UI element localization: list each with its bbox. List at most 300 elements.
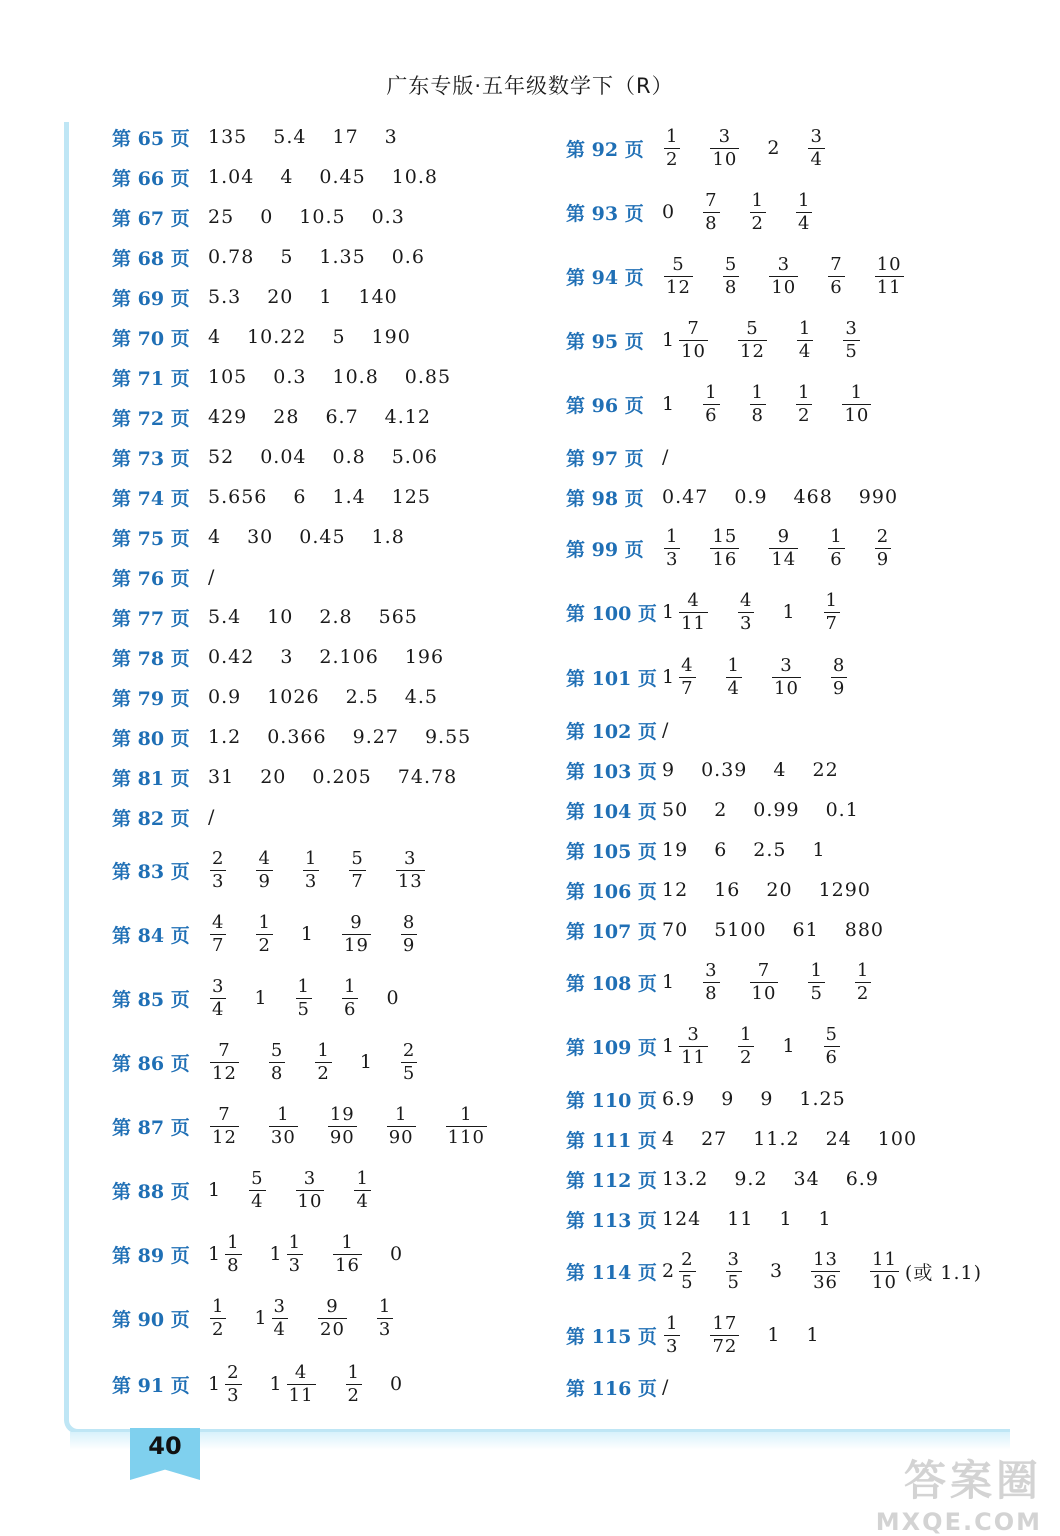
fraction xyxy=(269,1039,285,1084)
page-label xyxy=(566,1206,662,1233)
fraction xyxy=(824,1023,840,1068)
answer-row xyxy=(566,1023,868,1068)
mixed-number xyxy=(208,1361,244,1406)
numerator: 1 xyxy=(810,959,823,981)
page-label xyxy=(112,1371,208,1398)
page-prefix: 第 xyxy=(566,487,592,510)
answer-values xyxy=(208,847,453,892)
page-prefix: 第 xyxy=(566,1169,592,1192)
page-suffix: 页 xyxy=(164,924,190,947)
page-label xyxy=(566,664,662,691)
answer-value: 6.9 xyxy=(845,1168,879,1190)
answer-values xyxy=(662,654,875,699)
page-suffix: 页 xyxy=(618,266,644,289)
numerator: 7 xyxy=(218,1103,231,1125)
page-suffix: 页 xyxy=(164,407,190,430)
answer-row xyxy=(112,397,457,437)
answer-row xyxy=(112,637,470,677)
denominator: 3 xyxy=(288,1254,302,1276)
page-suffix: 页 xyxy=(164,767,190,790)
page-number-text: 106 xyxy=(591,880,632,903)
answer-values xyxy=(208,526,431,548)
answer-values xyxy=(208,646,470,668)
answer-value: 0 xyxy=(386,987,400,1009)
numerator: 9 xyxy=(777,525,791,547)
numerator: 13 xyxy=(813,1248,838,1270)
fraction-wrap xyxy=(794,381,814,426)
numerator: 4 xyxy=(212,911,225,933)
fraction xyxy=(328,1103,357,1148)
answer-value: 0.8 xyxy=(332,446,366,468)
answer-value: 34 xyxy=(793,1168,820,1190)
fraction-wrap xyxy=(809,1248,842,1293)
fraction-wrap xyxy=(767,253,800,298)
fraction xyxy=(703,189,719,234)
denominator: 6 xyxy=(825,1046,838,1068)
denominator: 2 xyxy=(798,404,811,426)
fraction-wrap xyxy=(748,381,768,426)
numerator: 1 xyxy=(347,1361,360,1383)
page-suffix: 页 xyxy=(631,1377,657,1400)
numerator: 15 xyxy=(712,525,738,547)
whole-part: 1 xyxy=(662,666,676,688)
fraction-wrap xyxy=(724,654,744,699)
fraction xyxy=(296,1167,325,1212)
page-number-text: 82 xyxy=(137,807,165,830)
page-suffix: 页 xyxy=(618,538,644,561)
numerator: 1 xyxy=(297,975,310,997)
answer-value: 52 xyxy=(208,446,235,468)
answer-value: 1 xyxy=(818,1208,832,1230)
fraction xyxy=(287,1231,303,1276)
page-prefix: 第 xyxy=(112,988,138,1011)
answer-value: 2 xyxy=(714,799,728,821)
denominator: 14 xyxy=(771,548,797,570)
denominator: 10 xyxy=(297,1190,323,1212)
denominator: 11 xyxy=(876,276,902,298)
denominator: 10 xyxy=(712,148,738,170)
denominator: 16 xyxy=(335,1254,360,1276)
denominator: 11 xyxy=(288,1384,314,1406)
page-label xyxy=(566,969,662,996)
fraction xyxy=(210,1039,239,1084)
page-label xyxy=(112,324,208,351)
answer-values xyxy=(208,166,464,188)
page-label xyxy=(566,1126,662,1153)
denominator: 5 xyxy=(297,998,310,1020)
answer-value: 74.78 xyxy=(397,766,458,788)
answer-row xyxy=(112,517,431,557)
numerator: 5 xyxy=(251,1167,264,1189)
numerator: 11 xyxy=(872,1248,897,1270)
denominator: 12 xyxy=(740,340,765,362)
fraction-wrap xyxy=(208,975,228,1020)
answer-row xyxy=(112,277,424,317)
answer-values xyxy=(662,1128,943,1150)
answer-value: 31 xyxy=(208,766,235,788)
fraction xyxy=(875,525,891,570)
answer-values xyxy=(662,839,852,861)
answer-value: 1 xyxy=(767,1324,781,1346)
denominator: 36 xyxy=(813,1271,838,1293)
denominator: 7 xyxy=(212,934,225,956)
answer-value: 4.5 xyxy=(404,686,439,708)
denominator: 4 xyxy=(798,212,811,234)
page-prefix: 第 xyxy=(112,807,138,830)
answer-values xyxy=(208,806,241,828)
fraction xyxy=(842,381,871,426)
answer-value: 24 xyxy=(825,1128,852,1150)
fraction xyxy=(703,959,719,1004)
page-number-text: 87 xyxy=(137,1116,165,1139)
denominator: 5 xyxy=(402,1062,416,1084)
fraction-wrap xyxy=(294,975,314,1020)
page-suffix: 页 xyxy=(164,527,190,550)
page-suffix: 页 xyxy=(631,1209,657,1232)
page-number-text: 103 xyxy=(591,760,632,783)
answer-value: 20 xyxy=(260,766,287,788)
page-number-text: 95 xyxy=(591,330,619,353)
page-number-text: 71 xyxy=(137,367,165,390)
numerator: 17 xyxy=(712,1312,738,1334)
answer-value: 50 xyxy=(662,799,689,821)
fraction xyxy=(723,253,739,298)
numerator: 1 xyxy=(227,1231,240,1253)
page-label xyxy=(112,684,208,711)
answer-values xyxy=(662,525,919,570)
answer-value: 5100 xyxy=(714,919,767,941)
answer-value: 1 xyxy=(208,1179,222,1201)
page-number-text: 84 xyxy=(137,924,165,947)
fraction xyxy=(318,1295,347,1340)
fraction xyxy=(269,1103,298,1148)
denominator: 6 xyxy=(830,548,843,570)
fraction-wrap xyxy=(701,189,721,234)
answer-value: 0.9 xyxy=(734,486,768,508)
numerator: 1 xyxy=(666,125,679,147)
page-prefix: 第 xyxy=(566,202,592,225)
denominator: 9 xyxy=(876,548,890,570)
answer-value: 1 xyxy=(812,839,826,861)
answer-value: 30 xyxy=(247,526,274,548)
page-suffix: 页 xyxy=(618,202,644,225)
page-label xyxy=(112,1049,208,1076)
fraction-wrap xyxy=(385,1103,418,1148)
page-suffix: 页 xyxy=(164,687,190,710)
answer-values xyxy=(662,486,924,508)
numerator: 8 xyxy=(402,911,416,933)
answer-values xyxy=(662,919,910,941)
fraction-wrap xyxy=(822,1023,842,1068)
page-prefix: 第 xyxy=(112,327,138,350)
denominator: 9 xyxy=(258,870,271,892)
whole-part: 1 xyxy=(269,1243,283,1265)
page-prefix: 第 xyxy=(112,860,138,883)
answer-row xyxy=(112,677,464,717)
denominator: 8 xyxy=(705,982,718,1004)
fraction-wrap xyxy=(822,589,842,634)
denominator: 10 xyxy=(844,404,870,426)
page-label xyxy=(112,524,208,551)
page-label xyxy=(112,444,208,471)
fraction-wrap xyxy=(301,847,321,892)
denominator: 110 xyxy=(447,1126,485,1148)
page-label xyxy=(112,724,208,751)
answer-row xyxy=(112,557,241,597)
fraction xyxy=(401,911,417,956)
answer-value: 135 xyxy=(208,126,248,148)
page-label xyxy=(112,204,208,231)
answer-values xyxy=(208,766,483,788)
page-suffix: 页 xyxy=(164,287,190,310)
fraction xyxy=(796,189,812,234)
answer-row xyxy=(566,525,919,570)
answer-value: 468 xyxy=(793,486,833,508)
page-suffix: 页 xyxy=(631,760,657,783)
answer-value: 20 xyxy=(766,879,793,901)
fraction-wrap xyxy=(708,1312,741,1357)
answer-value: 11.2 xyxy=(753,1128,800,1150)
page-label xyxy=(112,764,208,791)
page-label xyxy=(566,135,662,162)
answer-value: 22 xyxy=(812,759,839,781)
watermark xyxy=(876,1448,1042,1536)
denominator: 7 xyxy=(825,612,838,634)
answer-value: / xyxy=(662,446,670,468)
page-label xyxy=(566,199,662,226)
page-number-text: 104 xyxy=(591,800,632,823)
numerator: 1 xyxy=(460,1103,473,1125)
answer-row xyxy=(566,830,852,870)
fraction-wrap xyxy=(841,317,861,362)
answer-value: 17 xyxy=(332,126,359,148)
page-label xyxy=(566,327,662,354)
answer-value: 0 xyxy=(390,1373,404,1395)
fraction xyxy=(225,1361,241,1406)
answer-row xyxy=(112,911,445,956)
answer-value: / xyxy=(208,806,216,828)
numerator: 2 xyxy=(227,1361,240,1383)
answer-value: 27 xyxy=(701,1128,728,1150)
fraction-wrap xyxy=(347,847,367,892)
page-label xyxy=(112,985,208,1012)
numerator: 19 xyxy=(329,1103,355,1125)
answer-row xyxy=(566,1159,905,1199)
denominator: 30 xyxy=(270,1126,296,1148)
denominator: 10 xyxy=(771,276,797,298)
answer-values xyxy=(662,446,695,468)
page-label xyxy=(112,124,208,151)
answer-values xyxy=(208,1295,421,1340)
numerator: 2 xyxy=(876,525,890,547)
answer-values xyxy=(662,253,932,298)
page-suffix: 页 xyxy=(164,1374,190,1397)
answer-value: 2.106 xyxy=(319,646,379,668)
answer-value: 140 xyxy=(358,286,398,308)
answer-value: 1 xyxy=(319,286,333,308)
fraction xyxy=(287,1361,316,1406)
page-prefix: 第 xyxy=(112,567,138,590)
answer-value: 190 xyxy=(371,326,411,348)
answer-row xyxy=(566,1312,846,1357)
page-suffix: 页 xyxy=(164,607,190,630)
answer-row xyxy=(112,437,464,477)
answer-values xyxy=(662,879,897,901)
fraction xyxy=(210,975,226,1020)
fraction-wrap xyxy=(208,911,228,956)
fraction xyxy=(828,525,844,570)
page-prefix: 第 xyxy=(112,167,138,190)
page-label xyxy=(112,244,208,271)
page-prefix: 第 xyxy=(566,840,592,863)
fraction-wrap xyxy=(267,1103,300,1148)
fraction-wrap xyxy=(829,654,849,699)
answer-row xyxy=(566,790,885,830)
numerator: 5 xyxy=(746,317,759,339)
numerator: 1 xyxy=(304,847,318,869)
numerator: 1 xyxy=(751,189,764,211)
page-prefix: 第 xyxy=(112,687,138,710)
answer-values xyxy=(208,246,451,268)
numerator: 1 xyxy=(751,381,764,403)
denominator: 4 xyxy=(251,1190,264,1212)
denominator: 12 xyxy=(212,1062,237,1084)
numerator: 1 xyxy=(705,381,718,403)
answer-row xyxy=(566,477,924,517)
numerator: 1 xyxy=(258,911,271,933)
page-number-text: 93 xyxy=(591,202,619,225)
denominator: 8 xyxy=(705,212,718,234)
denominator: 6 xyxy=(344,998,357,1020)
page-prefix: 第 xyxy=(566,1209,592,1232)
numerator: 1 xyxy=(798,189,811,211)
mixed-number xyxy=(269,1361,318,1406)
denominator: 16 xyxy=(712,548,738,570)
fraction-wrap xyxy=(662,525,682,570)
fraction-wrap xyxy=(826,253,846,298)
denominator: 13 xyxy=(397,870,423,892)
numerator: 3 xyxy=(727,1248,740,1270)
numerator: 4 xyxy=(294,1361,308,1383)
page-suffix: 页 xyxy=(618,138,644,161)
page-number: 40 xyxy=(148,1432,182,1460)
answer-value: 1 xyxy=(782,601,796,623)
numerator: 7 xyxy=(757,959,771,981)
fraction-wrap xyxy=(708,525,741,570)
answer-value: 196 xyxy=(404,646,445,668)
answer-value: / xyxy=(662,719,670,741)
denominator: 5 xyxy=(845,340,858,362)
denominator: 10 xyxy=(872,1271,897,1293)
page-number-text: 102 xyxy=(591,720,632,743)
answer-value: 0.45 xyxy=(299,526,346,548)
answer-value: 1.04 xyxy=(208,166,255,188)
page-number-text: 79 xyxy=(137,687,165,710)
page-number-text: 90 xyxy=(137,1308,165,1331)
mixed-number xyxy=(662,1023,710,1068)
fraction-wrap xyxy=(331,1231,364,1276)
numerator: 1 xyxy=(727,654,740,676)
fraction-wrap xyxy=(724,1248,744,1293)
answer-values xyxy=(208,206,431,228)
page-number-text: 86 xyxy=(137,1052,165,1075)
fraction xyxy=(831,654,847,699)
page-prefix: 第 xyxy=(566,1036,592,1059)
answer-value: 70 xyxy=(662,919,689,941)
page-label xyxy=(566,263,662,290)
page-suffix: 页 xyxy=(164,1308,190,1331)
page-suffix: 页 xyxy=(631,880,657,903)
fraction-wrap xyxy=(375,1295,395,1340)
page-suffix: 页 xyxy=(164,1244,190,1267)
answer-value: 2.8 xyxy=(319,606,353,628)
page-suffix: 页 xyxy=(631,1261,657,1284)
fraction xyxy=(387,1103,416,1148)
page-suffix: 页 xyxy=(631,800,657,823)
denominator: 8 xyxy=(227,1254,240,1276)
fraction-wrap xyxy=(254,911,274,956)
fraction xyxy=(710,1312,739,1357)
page-suffix: 页 xyxy=(618,447,644,470)
denominator: 10 xyxy=(681,340,706,362)
fraction-wrap xyxy=(267,1039,287,1084)
fraction-wrap xyxy=(394,847,427,892)
fraction xyxy=(710,125,739,170)
page-suffix: 页 xyxy=(164,1180,190,1203)
fraction xyxy=(210,1295,226,1340)
fraction xyxy=(679,1248,695,1293)
page-number-text: 80 xyxy=(137,727,165,750)
fraction-wrap xyxy=(736,1023,756,1068)
fraction-wrap xyxy=(736,589,756,634)
answer-value: 1 xyxy=(806,1324,820,1346)
numerator: 7 xyxy=(218,1039,231,1061)
answer-value: 19 xyxy=(662,839,689,861)
page-prefix: 第 xyxy=(112,367,138,390)
answer-values xyxy=(662,959,899,1004)
page-suffix: 页 xyxy=(164,860,190,883)
page-label xyxy=(112,1241,208,1268)
numerator: 3 xyxy=(777,253,791,275)
page-suffix: 页 xyxy=(164,1116,190,1139)
answer-value: 1.35 xyxy=(319,246,366,268)
answer-value: 0.6 xyxy=(391,246,425,268)
page-label xyxy=(566,1258,662,1285)
page-number-text: 108 xyxy=(591,972,632,995)
answer-value: 3 xyxy=(280,646,294,668)
page-label xyxy=(566,444,662,471)
answer-value: 10 xyxy=(267,606,294,628)
numerator: 3 xyxy=(303,1167,317,1189)
fraction-wrap xyxy=(748,189,768,234)
answer-value: 0.366 xyxy=(267,726,327,748)
answer-values xyxy=(662,1168,905,1190)
page-suffix: 页 xyxy=(164,487,190,510)
answer-value: 0.45 xyxy=(319,166,366,188)
answer-value: 13.2 xyxy=(662,1168,709,1190)
answer-row xyxy=(566,189,840,234)
answer-row xyxy=(112,975,426,1020)
page-label xyxy=(566,717,662,744)
page-number-text: 83 xyxy=(137,860,165,883)
numerator: 3 xyxy=(718,125,732,147)
page-prefix: 第 xyxy=(112,527,138,550)
denominator: 12 xyxy=(212,1126,237,1148)
page-label xyxy=(112,644,208,671)
denominator: 3 xyxy=(227,1384,240,1406)
page-suffix: 页 xyxy=(631,667,657,690)
page-prefix: 第 xyxy=(566,138,592,161)
